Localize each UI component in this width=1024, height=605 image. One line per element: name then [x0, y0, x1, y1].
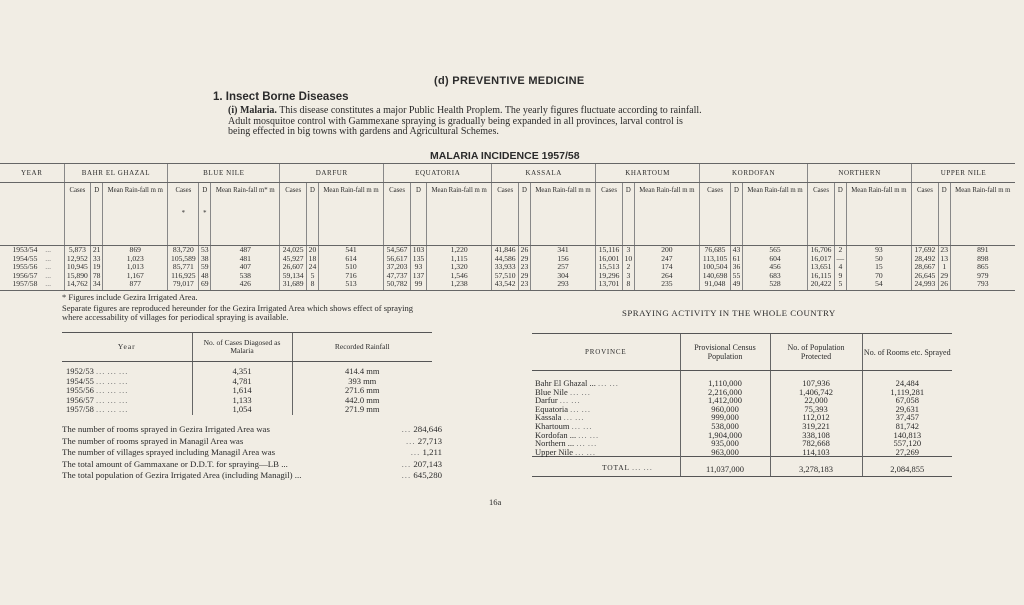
value-cell: 1,013 — [103, 263, 168, 272]
spraying-province: Bahr El Ghazal ... ... ... — [535, 378, 619, 388]
value-cell: 200 — [634, 246, 699, 255]
spraying-province: Upper Nile ... ... — [535, 446, 597, 457]
year-cell: 1954/55 ... — [12, 253, 51, 263]
value-cell: 15,890 — [64, 272, 91, 281]
value-cell: 26 — [519, 246, 531, 255]
protected-col-header: No. of Population Protected — [770, 334, 862, 371]
spraying-table — [532, 333, 952, 477]
gezira-row — [62, 405, 432, 415]
value-cell: 100,504 — [700, 263, 731, 272]
gezira-cases: 1,054 — [192, 405, 292, 415]
province-header: KORDOFAN — [700, 164, 808, 183]
gezira-rainfall: 393 mm — [292, 377, 432, 387]
deaths-header: D — [307, 183, 319, 246]
value-cell: 34 — [91, 280, 103, 290]
deaths-header: D — [938, 183, 950, 246]
separate-line-2: where accessability of villages for periodical spraying is available. — [62, 312, 289, 322]
value-cell: 1,320 — [427, 263, 492, 272]
province-header: UPPER NILE — [912, 164, 1015, 183]
stat-label: The number of rooms sprayed in Managil Area was — [62, 435, 244, 446]
value-cell: 16,017 — [808, 255, 835, 264]
deaths-header-label: D — [202, 187, 208, 194]
paragraph-line-3: being effected in big towns with gardens and Agricultural Schemes. — [228, 126, 499, 137]
gezira-cases: 4,351 — [192, 362, 292, 377]
spraying-rooms: 557,120 — [862, 439, 952, 448]
gezira-rainfall: 271.9 mm — [292, 405, 432, 415]
province-header: NORTHERN — [808, 164, 912, 183]
spraying-row — [532, 388, 952, 397]
value-cell: 13 — [938, 255, 950, 264]
deaths-header — [199, 183, 211, 246]
separate-figures-note — [62, 304, 413, 322]
gezira-stat-line — [62, 459, 442, 471]
spraying-population: 2,216,000 — [680, 388, 770, 397]
star-mark: * — [203, 209, 207, 217]
year-cell: 1956/57 ... — [12, 270, 51, 280]
value-cell: 865 — [950, 263, 1015, 272]
value-cell: 5 — [834, 280, 846, 290]
rooms-col-header: No. of Rooms etc. Sprayed — [862, 334, 952, 371]
spraying-row — [532, 413, 952, 422]
spraying-population: 1,904,000 — [680, 431, 770, 440]
section-title: (d) PREVENTIVE MEDICINE — [434, 75, 585, 87]
value-cell: 91,048 — [700, 280, 731, 290]
deaths-header: D — [834, 183, 846, 246]
value-cell: 61 — [731, 255, 743, 264]
value-cell: 17,692 — [912, 246, 939, 255]
deaths-header: D — [519, 183, 531, 246]
total-rooms: 2,084,855 — [862, 457, 952, 477]
gezira-rainfall-table — [62, 332, 432, 415]
value-cell: 15 — [846, 263, 911, 272]
value-cell: 57,510 — [492, 272, 519, 281]
value-cell: 137 — [410, 272, 426, 281]
value-cell: 3 — [622, 272, 634, 281]
rainfall-header: Mean Rain-fall m m — [318, 183, 383, 246]
rainfall-header: Mean Rain-fall m m — [103, 183, 168, 246]
gezira-rainfall-header: Recorded Rainfall — [292, 333, 432, 362]
spraying-rooms: 1,119,281 — [862, 388, 952, 397]
spraying-rooms: 67,058 — [862, 396, 952, 405]
year-cell: 1957/58 ... — [0, 280, 64, 290]
value-cell: 20,422 — [808, 280, 835, 290]
value-cell: 1,238 — [427, 280, 492, 290]
value-cell: 24 — [307, 263, 319, 272]
value-cell: 614 — [318, 255, 383, 264]
value-cell: 23 — [519, 263, 531, 272]
spraying-protected: 22,000 — [770, 396, 862, 405]
malaria-incidence-table — [0, 163, 1015, 291]
value-cell: 604 — [742, 255, 807, 264]
spraying-rooms: 29,631 — [862, 405, 952, 414]
value-cell: 21 — [91, 246, 103, 255]
value-cell: 105,589 — [168, 255, 199, 264]
value-cell: 69 — [199, 280, 211, 290]
spraying-rooms: 140,813 — [862, 431, 952, 440]
page-number: 16a — [489, 497, 502, 507]
value-cell: 2 — [834, 246, 846, 255]
spraying-population: 999,000 — [680, 413, 770, 422]
spraying-population: 960,000 — [680, 405, 770, 414]
value-cell: 33,933 — [492, 263, 519, 272]
stat-value: ... 1,211 — [410, 447, 442, 457]
value-cell: 487 — [211, 246, 280, 255]
value-cell: 99 — [410, 280, 426, 290]
year-header: YEAR — [0, 164, 64, 183]
province-header: BLUE NILE — [168, 164, 280, 183]
gezira-year: 1954/55 ... ... ... — [66, 375, 129, 386]
value-cell: 26,645 — [912, 272, 939, 281]
spraying-rooms: 27,269 — [862, 448, 952, 457]
value-cell: 2 — [622, 263, 634, 272]
gezira-stat-line — [62, 436, 442, 448]
gezira-stats — [62, 424, 442, 482]
cases-header: Cases — [280, 183, 307, 246]
spraying-row — [532, 371, 952, 388]
value-cell: 50 — [846, 255, 911, 264]
value-cell: 16,001 — [596, 255, 623, 264]
total-label: TOTAL ... ... — [532, 457, 680, 477]
rainfall-header: Mean Rain-fall m m — [530, 183, 595, 246]
gezira-stat-line — [62, 447, 442, 459]
value-cell: 541 — [318, 246, 383, 255]
value-cell: 78 — [91, 272, 103, 281]
spraying-population: 963,000 — [680, 448, 770, 457]
spraying-row — [532, 405, 952, 414]
value-cell: 48 — [199, 272, 211, 281]
paragraph-lead: (i) Malaria. — [228, 105, 277, 116]
value-cell: 59 — [199, 263, 211, 272]
spraying-protected: 107,936 — [770, 371, 862, 388]
value-cell: 85,771 — [168, 263, 199, 272]
value-cell: 5 — [307, 272, 319, 281]
value-cell: 264 — [634, 272, 699, 281]
gezira-stat-line — [62, 424, 442, 436]
value-cell: 29 — [519, 272, 531, 281]
value-cell: 5,873 — [64, 246, 91, 255]
value-cell: 20 — [307, 246, 319, 255]
spraying-province: Blue Nile ... ... — [535, 386, 591, 397]
cases-header: Cases — [596, 183, 623, 246]
year-cell: 1955/56 ... — [12, 262, 51, 271]
value-cell: 54 — [846, 280, 911, 290]
value-cell: 8 — [622, 280, 634, 290]
value-cell: 1,023 — [103, 255, 168, 264]
gezira-cases: 1,614 — [192, 386, 292, 396]
province-header: BAHR EL GHAZAL — [64, 164, 168, 183]
spraying-province: Kassala ... ... — [535, 412, 585, 423]
incidence-title: MALARIA INCIDENCE 1957/58 — [430, 150, 580, 162]
value-cell: 38 — [199, 255, 211, 264]
cases-header-label: Cases — [175, 187, 192, 194]
value-cell: 47,737 — [384, 272, 411, 281]
spraying-province: Khartoum ... ... — [535, 420, 593, 431]
spraying-rooms: 81,742 — [862, 422, 952, 431]
stat-label: The total amount of Gammaxane or D.D.T. for spraying—LB ... — [62, 458, 288, 469]
value-cell: 19,296 — [596, 272, 623, 281]
value-cell: 456 — [742, 263, 807, 272]
value-cell: 1,115 — [427, 255, 492, 264]
value-cell: — — [834, 255, 846, 264]
value-cell: 54,567 — [384, 246, 411, 255]
value-cell: 28,667 — [912, 263, 939, 272]
value-cell: 36 — [731, 263, 743, 272]
value-cell: 10,945 — [64, 263, 91, 272]
value-cell: 83,720 — [168, 246, 199, 255]
spraying-total-row — [532, 457, 952, 477]
stat-label: The number of rooms sprayed in Gezira Irrigated Area was — [62, 424, 270, 434]
total-population: 11,037,000 — [680, 457, 770, 477]
spraying-province: Kordofan ... ... ... — [535, 429, 600, 440]
province-header-row — [0, 164, 1015, 183]
province-header: EQUATORIA — [384, 164, 492, 183]
spraying-population: 1,110,000 — [680, 371, 770, 388]
value-cell: 869 — [103, 246, 168, 255]
value-cell: 407 — [211, 263, 280, 272]
column-header-row — [0, 183, 1015, 246]
value-cell: 528 — [742, 280, 807, 290]
value-cell: 13,651 — [808, 263, 835, 272]
spraying-protected: 75,393 — [770, 405, 862, 414]
value-cell: 257 — [530, 263, 595, 272]
rainfall-header: Mean Rain-fall m m — [742, 183, 807, 246]
value-cell: 29 — [938, 272, 950, 281]
stat-label: The number of villages sprayed including Managil Area was — [62, 447, 276, 457]
value-cell: 156 — [530, 255, 595, 264]
value-cell: 70 — [846, 272, 911, 281]
cases-header: Cases — [700, 183, 731, 246]
value-cell: 565 — [742, 246, 807, 255]
total-protected: 3,278,183 — [770, 457, 862, 477]
value-cell: 3 — [622, 246, 634, 255]
value-cell: 1,546 — [427, 272, 492, 281]
province-header: KHARTOUM — [596, 164, 700, 183]
malaria-paragraph — [228, 106, 788, 138]
spraying-rooms: 24,484 — [862, 371, 952, 388]
value-cell: 41,846 — [492, 246, 519, 255]
value-cell: 26,607 — [280, 263, 307, 272]
paragraph-line-2: Adult mosquitoe control with Gammexane spraying is gradually being expanded in all provinces, larval control is — [228, 115, 683, 127]
value-cell: 898 — [950, 255, 1015, 264]
spraying-rooms: 37,457 — [862, 413, 952, 422]
cases-header: Cases — [492, 183, 519, 246]
spraying-protected: 114,103 — [770, 448, 862, 457]
value-cell: 481 — [211, 255, 280, 264]
value-cell: 28,492 — [912, 255, 939, 264]
value-cell: 56,617 — [384, 255, 411, 264]
gezira-cases-header: No. of Cases Diagosed as Malaria — [192, 333, 292, 362]
spraying-title: SPRAYING ACTIVITY IN THE WHOLE COUNTRY — [622, 308, 836, 318]
value-cell: 79,017 — [168, 280, 199, 290]
gezira-year-header: Year — [62, 333, 192, 362]
value-cell: 31,689 — [280, 280, 307, 290]
value-cell: 43 — [731, 246, 743, 255]
rainfall-header: Mean Rain-fall m m — [427, 183, 492, 246]
value-cell: 877 — [103, 280, 168, 290]
deaths-header: D — [731, 183, 743, 246]
value-cell: 43,542 — [492, 280, 519, 290]
value-cell: 513 — [318, 280, 383, 290]
spraying-protected: 1,406,742 — [770, 388, 862, 397]
province-header: KASSALA — [492, 164, 596, 183]
value-cell: 8 — [307, 280, 319, 290]
value-cell: 113,105 — [700, 255, 731, 264]
value-cell: 1 — [938, 263, 950, 272]
value-cell: 426 — [211, 280, 280, 290]
value-cell: 14,762 — [64, 280, 91, 290]
value-cell: 1,220 — [427, 246, 492, 255]
gezira-cases: 4,781 — [192, 377, 292, 387]
gezira-rainfall: 442.0 mm — [292, 396, 432, 406]
value-cell: 304 — [530, 272, 595, 281]
value-cell: 76,685 — [700, 246, 731, 255]
subsection-title: 1. Insect Borne Diseases — [213, 91, 349, 103]
province-col-header: PROVINCE — [532, 334, 680, 371]
value-cell: 979 — [950, 272, 1015, 281]
stat-value: ... 284,646 — [401, 424, 442, 434]
cases-header: Cases — [64, 183, 91, 246]
spraying-row — [532, 396, 952, 405]
value-cell: 716 — [318, 272, 383, 281]
value-cell: 23 — [519, 280, 531, 290]
value-cell: 24,993 — [912, 280, 939, 290]
value-cell: 235 — [634, 280, 699, 290]
value-cell: 18 — [307, 255, 319, 264]
spraying-protected: 338,108 — [770, 431, 862, 440]
value-cell: 44,586 — [492, 255, 519, 264]
value-cell: 23 — [938, 246, 950, 255]
rainfall-header: Mean Rain-fall m m — [950, 183, 1015, 246]
year-cell: 1953/54 ... — [12, 245, 51, 254]
province-header: DARFUR — [280, 164, 384, 183]
value-cell: 116,925 — [168, 272, 199, 281]
value-cell: 37,203 — [384, 263, 411, 272]
gezira-stat-line — [62, 470, 442, 482]
value-cell: 9 — [834, 272, 846, 281]
stat-value: ... 645,280 — [401, 470, 442, 480]
value-cell: 26 — [938, 280, 950, 290]
value-cell: 15,513 — [596, 263, 623, 272]
value-cell: 29 — [519, 255, 531, 264]
gezira-year: 1956/57 ... ... ... — [66, 394, 129, 405]
deaths-header: D — [410, 183, 426, 246]
rainfall-header: Mean Rain-fall m m — [846, 183, 911, 246]
value-cell: 19 — [91, 263, 103, 272]
value-cell: 45,927 — [280, 255, 307, 264]
value-cell: 10 — [622, 255, 634, 264]
cases-header: Cases — [808, 183, 835, 246]
value-cell: 33 — [91, 255, 103, 264]
rainfall-header: Mean Rain-fall m* m — [211, 183, 280, 246]
spraying-province: Equatoria ... ... — [535, 403, 592, 414]
value-cell: 510 — [318, 263, 383, 272]
value-cell: 13,701 — [596, 280, 623, 290]
rainfall-header: Mean Rain-fall m m — [634, 183, 699, 246]
value-cell: 1,167 — [103, 272, 168, 281]
value-cell: 16,706 — [808, 246, 835, 255]
value-cell: 12,952 — [64, 255, 91, 264]
spraying-population: 538,000 — [680, 422, 770, 431]
value-cell: 59,134 — [280, 272, 307, 281]
gezira-row — [62, 362, 432, 377]
value-cell: 247 — [634, 255, 699, 264]
footnote: * Figures include Gezira Irrigated Area. — [62, 292, 198, 302]
value-cell: 4 — [834, 263, 846, 272]
spraying-province: Darfur ... ... — [535, 395, 581, 406]
deaths-header: D — [91, 183, 103, 246]
value-cell: 174 — [634, 263, 699, 272]
spraying-population: 1,412,000 — [680, 396, 770, 405]
value-cell: 55 — [731, 272, 743, 281]
value-cell: 93 — [410, 263, 426, 272]
value-cell: 135 — [410, 255, 426, 264]
separate-line-1: Separate figures are reproduced hereunder for the Gezira Irrigated Area which shows effect of spraying — [62, 303, 414, 313]
stat-label: The total population of Gezira Irrigated Area (including Managil) ... — [62, 470, 302, 480]
star-mark: * — [181, 209, 186, 217]
spraying-protected: 782,668 — [770, 439, 862, 448]
cases-header — [168, 183, 199, 246]
incidence-row — [0, 280, 1015, 290]
gezira-cases: 1,133 — [192, 396, 292, 406]
value-cell: 793 — [950, 280, 1015, 290]
value-cell: 891 — [950, 246, 1015, 255]
gezira-rainfall: 414.4 mm — [292, 362, 432, 377]
value-cell: 140,698 — [700, 272, 731, 281]
deaths-header: D — [622, 183, 634, 246]
gezira-year: 1955/56 ... ... ... — [66, 385, 129, 395]
value-cell: 24,025 — [280, 246, 307, 255]
value-cell: 16,115 — [808, 272, 835, 281]
value-cell: 683 — [742, 272, 807, 281]
value-cell: 538 — [211, 272, 280, 281]
population-col-header: Provisional Census Population — [680, 334, 770, 371]
gezira-rainfall: 271.6 mm — [292, 386, 432, 396]
gezira-year: 1957/58 ... ... ... — [66, 404, 129, 414]
stat-value: ... 207,143 — [401, 458, 442, 469]
spraying-population: 935,000 — [680, 439, 770, 448]
value-cell: 341 — [530, 246, 595, 255]
spraying-province: Northern ... ... ... — [535, 438, 598, 449]
value-cell: 293 — [530, 280, 595, 290]
paragraph-line-1: This disease constitutes a major Public Health Proplem. The yearly figures fluctuate according to rainfall. — [279, 105, 702, 116]
spraying-protected: 319,221 — [770, 422, 862, 431]
value-cell: 50,782 — [384, 280, 411, 290]
value-cell: 103 — [410, 246, 426, 255]
cases-header: Cases — [384, 183, 411, 246]
spraying-protected: 112,012 — [770, 413, 862, 422]
cases-header: Cases — [912, 183, 939, 246]
spraying-row — [532, 448, 952, 457]
value-cell: 49 — [731, 280, 743, 290]
value-cell: 15,116 — [596, 246, 623, 255]
value-cell: 93 — [846, 246, 911, 255]
value-cell: 53 — [199, 246, 211, 255]
stat-value: ... 27,713 — [405, 435, 442, 446]
gezira-year: 1952/53 ... ... ... — [66, 366, 129, 376]
